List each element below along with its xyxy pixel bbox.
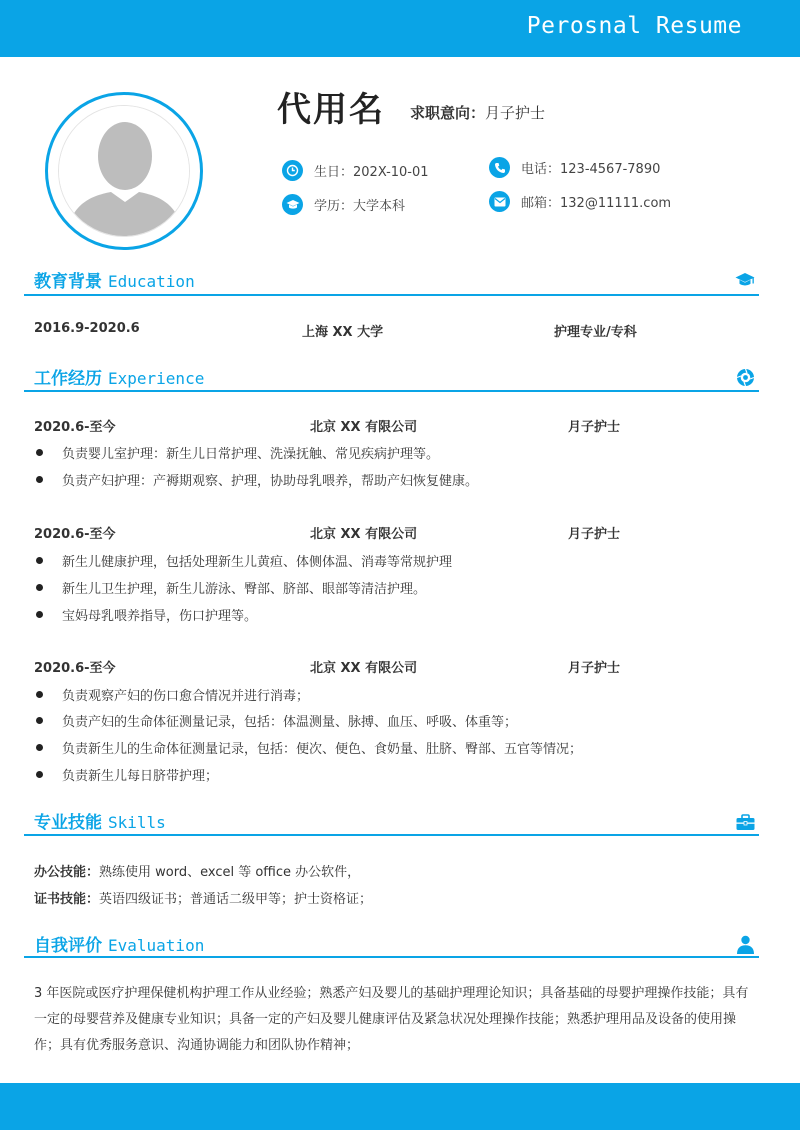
education-text: 学历：大学本科 (314, 199, 406, 214)
job-intent-value: 月子护士 (485, 104, 546, 122)
list-item: 宝妈母乳喂养指导，伤口护理等。 (36, 605, 257, 624)
job-role: 月子护士 (568, 420, 621, 435)
email-text: 邮箱：132@11111.com (521, 196, 672, 211)
avatar (45, 92, 203, 250)
job-period: 2020.6-至今 (34, 420, 116, 435)
list-item: 负责新生儿的生命体征测量记录，包括：便次、便色、食奶量、肚脐、臀部、五官等情况； (36, 738, 582, 757)
mail-icon (489, 191, 510, 212)
education-period: 2016.9-2020.6 (34, 321, 140, 336)
clock-icon (282, 160, 303, 181)
section-divider (24, 834, 759, 836)
section-skills-title: 专业技能 Skills (34, 813, 166, 833)
resume-title: Perosnal Resume (526, 13, 742, 39)
job-period: 2020.6-至今 (34, 661, 116, 676)
phone-info (489, 157, 660, 178)
job-period: 2020.6-至今 (34, 527, 116, 542)
birthday-text: 生日：202X-10-01 (314, 165, 429, 180)
graduation-cap-icon (282, 194, 303, 215)
phone-text: 电话：123-4567-7890 (521, 162, 661, 177)
job-intent-label: 求职意向： (410, 104, 486, 122)
section-experience-title: 工作经历 Experience (34, 369, 205, 389)
section-education-title: 教育背景 Education (34, 272, 195, 292)
avatar-placeholder (58, 105, 190, 237)
list-item: 负责新生儿每日脐带护理； (36, 765, 218, 784)
graduation-cap-icon (735, 270, 755, 290)
skill-item: 证书技能：英语四级证书；普通话二级甲等；护士资格证； (34, 892, 373, 907)
list-item: 新生儿卫生护理，新生儿游泳、臀部、脐部、眼部等清洁护理。 (36, 578, 426, 597)
section-divider (24, 956, 759, 958)
person-silhouette-icon (59, 106, 190, 237)
job-role: 月子护士 (568, 527, 621, 542)
section-divider (24, 294, 759, 296)
list-item: 新生儿健康护理，包括处理新生儿黄疸、体侧体温、消毒等常规护理 (36, 551, 452, 570)
job-company: 北京 XX 有限公司 (310, 527, 418, 542)
education-major: 护理专业/专科 (554, 325, 637, 340)
job-company: 北京 XX 有限公司 (310, 420, 418, 435)
list-item: 负责婴儿室护理：新生儿日常护理、洗澡抚触、常见疾病护理等。 (36, 443, 439, 462)
phone-icon (489, 157, 510, 178)
candidate-name: 代用名 (277, 90, 385, 130)
aperture-icon (735, 367, 755, 387)
job-intent (410, 102, 545, 123)
list-item: 负责产妇护理：产褥期观察、护理，协助母乳喂养，帮助产妇恢复健康。 (36, 470, 478, 489)
birthday-info (282, 160, 429, 181)
person-icon (735, 934, 755, 954)
skill-item: 办公技能：熟练使用 word、excel 等 office 办公软件， (34, 865, 361, 880)
header-bar (0, 0, 800, 57)
job-company: 北京 XX 有限公司 (310, 661, 418, 676)
section-evaluation-title: 自我评价 Evaluation (34, 936, 205, 956)
section-divider (24, 390, 759, 392)
list-item: 负责产妇的生命体征测量记录，包括：体温测量、脉搏、血压、呼吸、体重等； (36, 711, 517, 730)
self-evaluation-text: 3 年医院或医疗护理保健机构护理工作从业经验；熟悉产妇及婴儿的基础护理理论知识；具备基础的母婴护理操作技能；具有一定的母婴营养及健康专业知识；具备一定的产妇及婴儿健康评估及紧急状况处理操作技能；熟悉护理用品及设备的使用操作；具有优秀服务意识、沟通协调能力和团队协作精神； (34, 986, 749, 1053)
list-item: 负责观察产妇的伤口愈合情况并进行消毒； (36, 685, 309, 704)
briefcase-icon (735, 812, 755, 832)
education-info (282, 194, 405, 215)
email-info (489, 191, 671, 212)
footer-bar (0, 1083, 800, 1130)
education-school: 上海 XX 大学 (302, 325, 384, 340)
job-role: 月子护士 (568, 661, 621, 676)
